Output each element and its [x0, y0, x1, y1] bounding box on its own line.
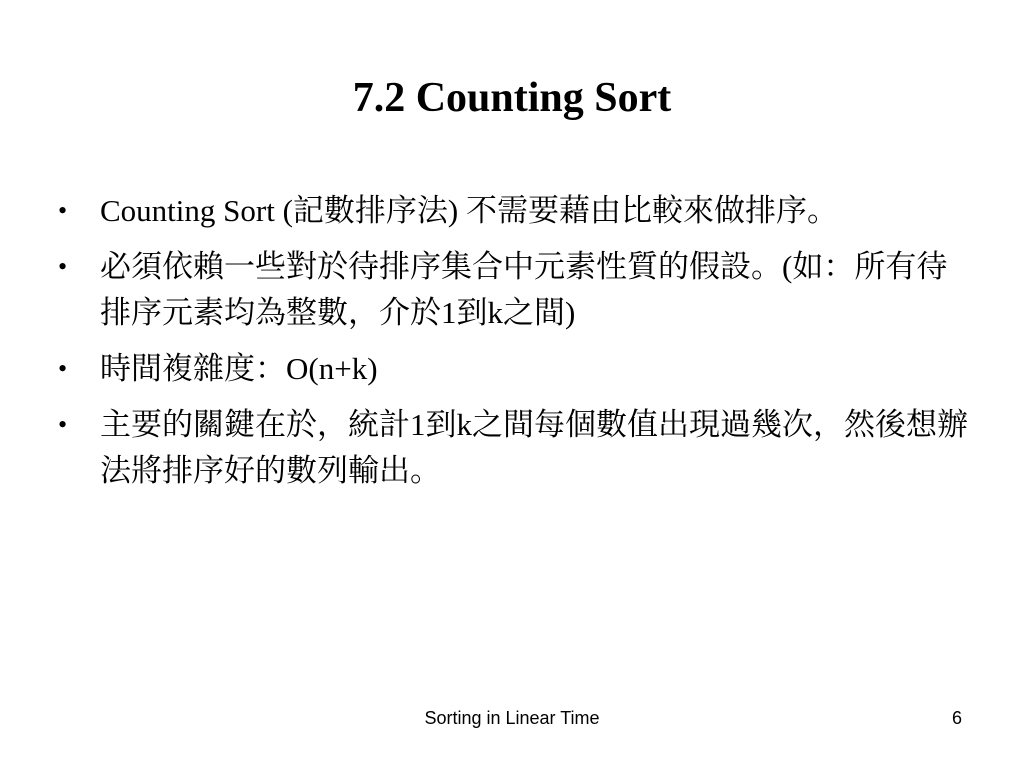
bullet-text: 必須依賴一些對於待排序集合中元素性質的假設。(如：所有待排序元素均為整數，介於1到k之間) [100, 249, 948, 330]
bullet-icon: • [58, 354, 68, 383]
footer-label: Sorting in Linear Time [424, 708, 600, 728]
bullet-item [52, 188, 972, 234]
bullet-text: Counting Sort (記數排序法) 不需要藉由比較來做排序。 [100, 193, 838, 228]
bullet-list [52, 188, 972, 504]
slide-footer [0, 706, 1024, 730]
bullet-icon: • [58, 410, 68, 439]
page-number: 6 [951, 708, 962, 728]
bullet-text: 主要的關鍵在於，統計1到k之間每個數值出現過幾次，然後想辦法將排序好的數列輸出。 [100, 407, 968, 488]
bullet-icon: • [58, 196, 68, 225]
slide-title: 7.2 Counting Sort [352, 75, 672, 121]
bullet-text: 時間複雜度：O(n+k) [100, 351, 378, 386]
bullet-item [52, 346, 972, 392]
bullet-item [52, 244, 972, 336]
bullet-icon: • [58, 252, 68, 281]
bullet-item [52, 402, 972, 494]
